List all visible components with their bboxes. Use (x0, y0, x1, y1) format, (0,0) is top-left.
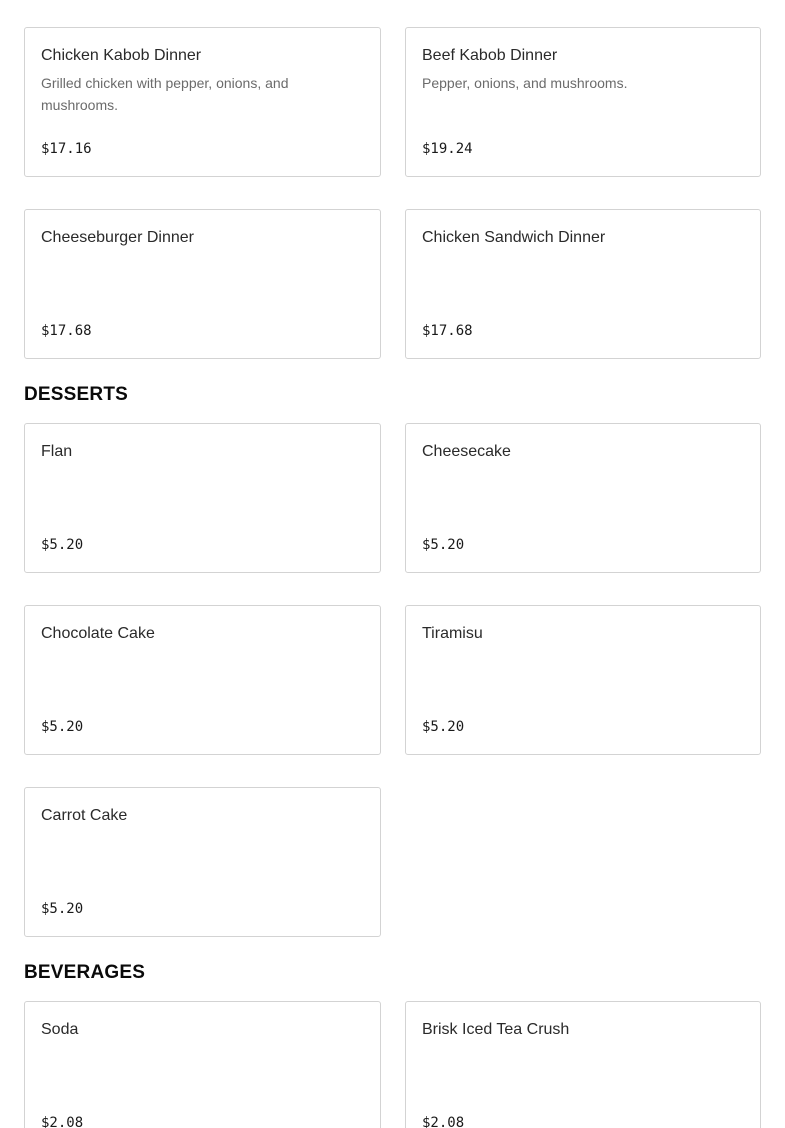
menu-item-price: $5.20 (41, 537, 84, 553)
menu-item-price: $2.08 (422, 1115, 465, 1128)
menu-item-name: Soda (41, 1021, 79, 1038)
menu-item-name: Chocolate Cake (41, 625, 155, 642)
menu-item-card[interactable] (24, 423, 381, 573)
menu-item-name: Beef Kabob Dinner (422, 47, 558, 64)
menu-item-price: $17.68 (41, 323, 92, 339)
menu-item-name: Carrot Cake (41, 807, 128, 824)
menu-item-card[interactable] (24, 27, 381, 177)
menu-section-dinners (24, 27, 761, 359)
menu-item-name: Cheeseburger Dinner (41, 229, 194, 246)
menu-item-card[interactable] (24, 787, 381, 937)
menu-section-desserts (24, 423, 761, 937)
menu-item-card[interactable] (405, 209, 761, 359)
menu-item-card[interactable] (24, 605, 381, 755)
menu-item-price: $17.16 (41, 141, 92, 157)
section-heading-desserts: DESSERTS (24, 384, 129, 405)
menu-item-card[interactable] (405, 605, 761, 755)
menu-item-name: Brisk Iced Tea Crush (422, 1021, 570, 1038)
menu-item-card[interactable] (24, 209, 381, 359)
menu-item-price: $17.68 (422, 323, 473, 339)
menu-item-price: $2.08 (41, 1115, 84, 1128)
menu-item-card[interactable] (405, 423, 761, 573)
menu-item-card[interactable] (24, 1001, 381, 1128)
menu-item-price: $5.20 (422, 537, 465, 553)
menu-item-name: Chicken Sandwich Dinner (422, 229, 606, 246)
menu-item-card[interactable] (405, 27, 761, 177)
menu-item-price: $5.20 (41, 901, 84, 917)
menu-item-card[interactable] (405, 1001, 761, 1128)
menu-item-description: Grilled chicken with pepper, onions, and mushrooms. (41, 75, 289, 113)
section-heading-beverages: BEVERAGES (24, 962, 146, 983)
menu-item-name: Chicken Kabob Dinner (41, 47, 202, 64)
menu-item-price: $5.20 (41, 719, 84, 735)
menu-section-beverages (24, 1001, 761, 1128)
menu-item-name: Cheesecake (422, 443, 511, 460)
menu-item-name: Flan (41, 443, 73, 460)
menu-item-name: Tiramisu (422, 625, 483, 642)
menu-item-price: $5.20 (422, 719, 465, 735)
menu-item-price: $19.24 (422, 141, 473, 157)
menu-item-description: Pepper, onions, and mushrooms. (422, 75, 628, 91)
